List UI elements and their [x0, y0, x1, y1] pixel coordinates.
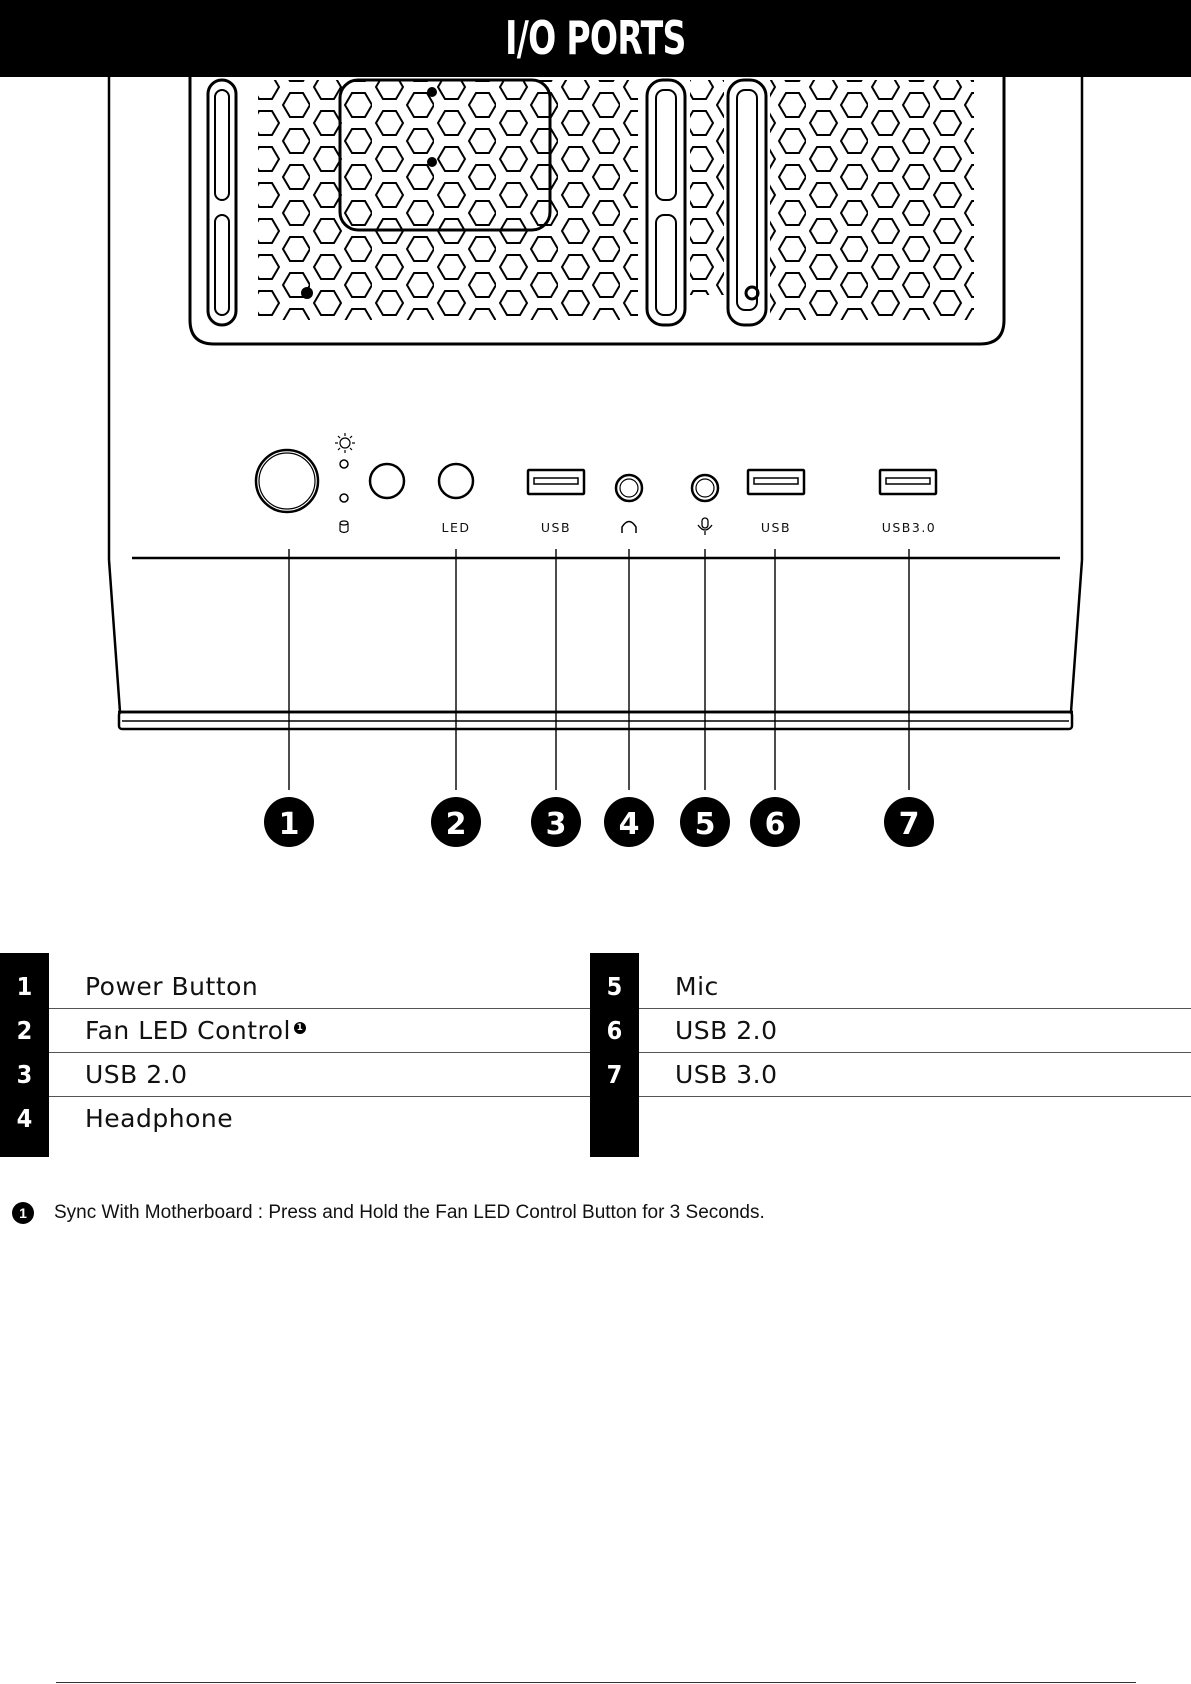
footnote-badge: 1: [12, 1202, 34, 1224]
callout-markers: [264, 797, 934, 847]
legend-number: 7: [606, 1060, 623, 1089]
row-divider: [639, 1096, 1191, 1097]
page-title: I/O PORTS: [505, 11, 686, 65]
led-button-graphic: [439, 464, 473, 498]
legend-number: 6: [606, 1016, 623, 1045]
legend-number: 2: [16, 1016, 33, 1045]
legend-row: [590, 1009, 1191, 1053]
legend-column-right: [590, 953, 1191, 1157]
legend-label: Power Button: [85, 972, 259, 1001]
usb-port-label: USB: [760, 520, 792, 535]
callout-4-number: 4: [618, 807, 640, 842]
legend-row: [0, 1097, 590, 1141]
legend-row: [590, 1053, 1191, 1097]
footnote-text: Sync With Motherboard : Press and Hold the Fan LED Control Button for 3 Seconds.: [54, 1202, 765, 1223]
reset-button-graphic: [370, 464, 404, 498]
led-port-label: LED: [441, 520, 471, 535]
mic-icon: [698, 518, 712, 535]
legend-number: 1: [16, 972, 33, 1001]
legend-number: 5: [606, 972, 623, 1001]
power-button-graphic: [256, 450, 318, 512]
legend-column-left: [0, 953, 590, 1157]
usb-port-graphic: [528, 470, 584, 494]
headphone-icon: [622, 522, 636, 534]
callout-6-number: 6: [764, 807, 786, 842]
legend-label: Fan LED Control: [85, 1016, 291, 1045]
legend-label: USB 3.0: [675, 1060, 778, 1089]
legend-row: [590, 965, 1191, 1009]
legend-label-with-footnote: [85, 1009, 306, 1053]
legend-row: [0, 965, 590, 1009]
callout-2-number: 2: [445, 807, 467, 842]
legend-label: Mic: [675, 972, 719, 1001]
legend-label: USB 2.0: [675, 1016, 778, 1045]
usb-port-graphic: [748, 470, 804, 494]
callout-7-number: 7: [898, 807, 920, 842]
legend-row: [0, 1053, 590, 1097]
legend-label: USB 2.0: [85, 1060, 188, 1089]
legend-number: 4: [16, 1104, 33, 1133]
sun-icon: [335, 433, 355, 453]
front-io-controls: [256, 433, 936, 535]
usb-port-label: USB: [540, 520, 572, 535]
callout-3-number: 3: [545, 807, 567, 842]
mesh-window: [190, 77, 1004, 344]
footnote-marker: 1: [294, 1022, 306, 1034]
legend-number: 3: [16, 1060, 33, 1089]
bottom-divider: [56, 1682, 1136, 1683]
usb3-port-graphic: [880, 470, 936, 494]
legend-row: [0, 1009, 590, 1053]
hdd-icon: [340, 521, 348, 533]
usb3-port-label: USB3.0: [881, 520, 937, 535]
callout-1-number: 1: [278, 807, 300, 842]
legend-table: [0, 953, 1191, 1157]
legend-label: Headphone: [85, 1104, 234, 1133]
page-header: [0, 0, 1191, 77]
callout-5-number: 5: [694, 807, 716, 842]
leader-lines: [289, 549, 909, 790]
